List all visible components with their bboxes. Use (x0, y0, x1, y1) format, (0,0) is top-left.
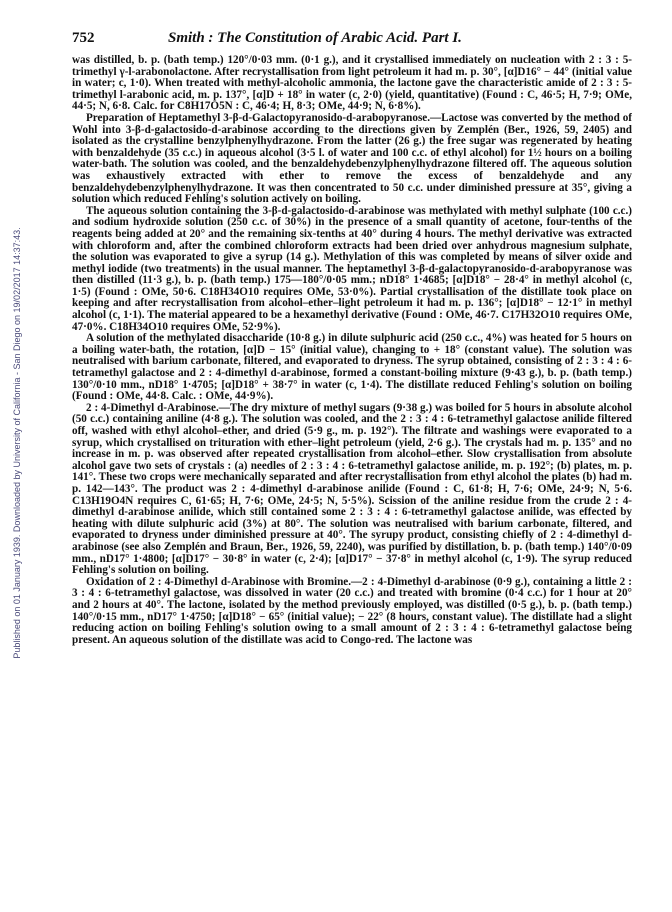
paragraph-heptamethyl-preparation: Preparation of Heptamethyl 3-β-d-Galactopyranosido-d-arabopyranose.—Lactose was converted by the method of Wohl into 3-β-d-galactosido-d-arabinose according to the directions given by Zemplén (Ber., 1926, 59, 2405) and isolated as the crystalline benzylphenylhydrazone. From the latter (26 g.) the free sugar was regenerated by heating with benzaldehyde (35 c.c.) in aqueous alcohol (3·5 l. of water and 100 c.c. of ethyl alcohol) for 1½ hours on a boiling water-bath. The solution was cooled, and the benzaldehydebenzylphenylhydrazone filtered off. The aqueous solution was exhaustively extracted with ether to remove the excess of benzaldehyde and any benzaldehydebenzylphenylhydrazone. It was then concentrated to 50 c.c. under diminished pressure at 35°, giving a solution which reduced Fehling's solution actively on boiling. (72, 111, 632, 206)
article-body (72, 55, 632, 895)
paragraph-continuation: was distilled, b. p. (bath temp.) 120°/0·03 mm. (0·1 g.), and it crystallised immediately on nucleation with 2 : 3 : 5-trimethyl γ-l-arabonolactone. After recrystallisation from light petroleum it had m. p. 30°, [α]D16° − 44° (initial value in water; c, 1·0). When treated with methyl-alcoholic ammonia, the lactone gave the characteristic amide of 2 : 3 : 5-trimethyl l-arabonic acid, m. p. 137°, [α]D + 18° in water (c, 2·0) (yield, quantitative) (Found : C, 46·5; H, 7·9; OMe, 44·5; N, 6·8. Calc. for C8H17O5N : C, 46·4; H, 8·3; OMe, 44·9; N, 6·8%). (72, 55, 632, 113)
paragraph-hydrolysis: A solution of the methylated disaccharide (10·8 g.) in dilute sulphuric acid (250 c.c., 4%) was heated for 5 hours on a boiling water-bath, the rotation, [α]D − 15° (initial value), changing to + 18° (constant value). The solution was neutralised with barium carbonate, filtered, and evaporated to dryness. The syrup obtained, consisting of 2 : 3 : 4 : 6-tetramethyl galactose and 2 : 4-dimethyl d-arabinose, formed a constant-boiling mixture (9·43 g.), b. p. (bath temp.) 130°/0·10 mm., nD18° 1·4705; [α]D18° + 38·7° in water (c, 1·4). The distillate reduced Fehling's solution on boiling (Found : OMe, 44·8. Calc. : OMe, 44·9%). (72, 332, 632, 403)
page-header (72, 30, 632, 50)
paragraph-bromine-oxidation: Oxidation of 2 : 4-Dimethyl d-Arabinose with Bromine.—2 : 4-Dimethyl d-arabinose (0·9 g.), containing a little 2 : 3 : 4 : 6-tetramethyl galactose, was dissolved in water (20 c.c.) and treated with bromine (0·4 c.c.) for 1 hour at 20° and 2 hours at 40°. The lactone, isolated by the method previously employed, was distilled (0·5 g.), b. p. (bath temp.) 140°/0·15 mm., nD17° 1·4750; [α]D18° − 65° (initial value); − 22° (8 hours, constant value). The distillate had a slight reducing action on boiling Fehling's solution owing to a small amount of 2 : 3 : 4 : 6-tetramethyl galactose being present. An aqueous solution of the distillate was acid to Congo-red. The lactone was (72, 575, 632, 646)
paragraph-dimethyl-arabinose: 2 : 4-Dimethyl d-Arabinose.—The dry mixture of methyl sugars (9·38 g.) was boiled for 5 hours in absolute alcohol (50 c.c.) containing aniline (4·8 g.). The solution was cooled, and the 2 : 3 : 4 : 6-tetramethyl galactose anilide filtered off, washed with ethyl alcohol–ether, and dried (5·9 g., m. p. 192°). The filtrate and washings were evaporated to a syrup, which crystallised on trituration with ether–light petroleum (yield, 2·6 g.). The crystals had m. p. 135° and no increase in m. p. was observed after repeated crystallisation from alcohol–ether. Slow crystallisation from absolute alcohol gave two sets of crystals : (a) needles of 2 : 3 : 4 : 6-tetramethyl galactose anilide, m. p. 192°; (b) plates, m. p. 141°. These two crops were mechanically separated and after recrystallisation from ethyl alcohol the plates (b) had m. p. 142—143°. The product was 2 : 4-dimethyl d-arabinose anilide (Found : C, 61·8; H, 7·6; OMe, 24·9; N, 5·6. C13H19O4N requires C, 61·65; H, 7·6; OMe, 24·5; N, 5·5%). Scission of the aniline residue from the crude 2 : 4-dimethyl d-arabinose anilide, which still contained some 2 : 3 : 4 : 6-tetramethyl galactose anilide, was effected by heating with dilute sulphuric acid (3%) at 80°. The solution was neutralised with barium carbonate, filtered, and evaporated to dryness under diminished pressure at 40°. The syrupy product, consisting chiefly of 2 : 4-dimethyl d-arabinose (see also Zemplén and Braun, Ber., 1926, 59, 2240), was purified by distillation, b. p. (bath temp.) 140°/0·09 mm., nD17° 1·4800; [α]D17° − 30·8° in water (c, 2·4); [α]D17° − 37·8° in methyl alcohol (c, 1·9). The syrup reduced Fehling's solution on boiling. (72, 401, 632, 577)
download-notice-text: Published on 01 January 1939. Downloaded by University of California - San Diego on 19/02/2017 14:37:43. (12, 227, 22, 659)
paragraph-methylation: The aqueous solution containing the 3-β-d-galactosido-d-arabinose was methylated with methyl sulphate (100 c.c.) and sodium hydroxide solution (250 c.c. of 30%) in the presence of a small quantity of acetone, four-tenths of the reagents being added at 20° and the remaining six-tenths at 40° during 4 hours. The methyl derivative was extracted with chloroform and, after the combined chloroform extracts had been dried over anhydrous magnesium sulphate, the solution was evaporated to give a syrup (14 g.). Methylation of this was completed by means of silver oxide and methyl iodide (two treatments) in the usual manner. The heptamethyl 3-β-d-galactopyranosido-d-arabopyranose was then distilled (11·3 g.), b. p. (bath temp.) 175—180°/0·05 mm.; nD18° 1·4685; [α]D18° − 28·4° in methyl alcohol (c, 1·5) (Found : OMe, 50·6. C18H34O10 requires OMe, 53·0%). Partial crystallisation of the distillate took place on keeping and after recrystallisation from alcohol–ether–light petroleum it had m. p. 136°; [α]D18° − 12·1° in methyl alcohol (c, 1·1). The material appeared to be a hexamethyl derivative (Found : OMe, 46·7. C17H32O10 requires OMe, 47·0%. C18H34O10 requires OMe, 52·9%). (72, 204, 632, 333)
download-notice-sidebar (10, 50, 24, 840)
running-title: Smith : The Constitution of Arabic Acid. Part I. (168, 30, 462, 46)
page-number: 752 (72, 30, 95, 46)
